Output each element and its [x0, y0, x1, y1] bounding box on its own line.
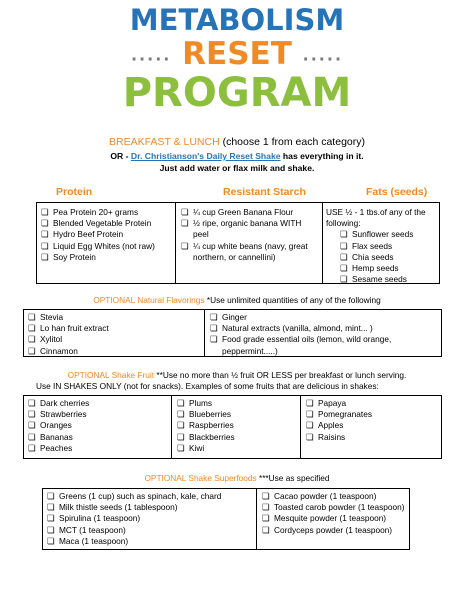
shake-instructions: Just add water or flax milk and shake. — [159, 163, 315, 173]
checkbox-icon[interactable]: ❏ — [262, 502, 270, 513]
fruit-table — [23, 395, 442, 459]
logo-title-metabolism: METABOLISM — [129, 3, 345, 37]
checkbox-icon[interactable]: ❏ — [177, 409, 185, 420]
superfoods-note: ***Use as specified — [256, 473, 330, 483]
starch-item — [179, 241, 319, 263]
flavoring-label: Lo han fruit extract — [40, 323, 109, 334]
fruit-item — [175, 409, 297, 420]
protein-list — [39, 207, 173, 263]
flavoring-item — [208, 323, 440, 334]
checkbox-icon[interactable]: ❏ — [340, 251, 348, 262]
superfood-item — [260, 502, 408, 513]
flavorings-heading — [0, 295, 474, 305]
divider — [204, 310, 205, 356]
checkbox-icon[interactable]: ❏ — [306, 420, 314, 431]
fruit-label: Oranges — [40, 420, 72, 431]
shake-prefix: OR - — [110, 151, 131, 161]
protein-label: Liquid Egg Whites (not raw) — [53, 240, 155, 251]
fats-item — [326, 263, 438, 274]
fruit-label: Papaya — [318, 398, 347, 408]
checkbox-icon[interactable]: ❏ — [181, 207, 189, 217]
flavorings-right-list — [208, 312, 440, 357]
meal-heading — [0, 136, 474, 148]
fruit-col3-list — [304, 398, 440, 443]
checkbox-icon[interactable]: ❏ — [306, 409, 314, 420]
superfood-item — [45, 525, 255, 536]
logo-title-reset — [0, 36, 474, 72]
flavorings-title: OPTIONAL Natural Flavorings — [93, 295, 205, 305]
shake-alternative-line — [0, 151, 474, 161]
superfood-item — [45, 502, 255, 513]
checkbox-icon[interactable]: ❏ — [41, 207, 49, 217]
fats-item — [326, 229, 438, 240]
superfood-label: Cordyceps powder (1 teaspoon) — [274, 524, 393, 535]
fruit-label: Peaches — [40, 442, 73, 453]
checkbox-icon[interactable]: ❏ — [340, 274, 348, 285]
checkbox-icon[interactable]: ❏ — [262, 524, 270, 535]
flavorings-table — [23, 309, 442, 357]
fruit-label: Strawberries — [40, 409, 87, 420]
protein-label: Blended Vegetable Protein — [53, 218, 152, 229]
fruit-item — [26, 432, 168, 443]
fruit-item — [304, 432, 440, 443]
fruit-label: Blueberries — [189, 409, 231, 420]
checkbox-icon[interactable]: ❏ — [47, 535, 55, 546]
logo-dots-left: ..... — [130, 45, 172, 65]
checkbox-icon[interactable]: ❏ — [210, 334, 218, 345]
fruit-label: Kiwi — [189, 442, 205, 453]
protein-item — [39, 218, 173, 229]
protein-label: Pea Protein 20+ grams — [53, 207, 139, 217]
superfood-item — [45, 513, 255, 524]
starch-list — [179, 207, 319, 263]
fats-label: Chia seeds — [352, 251, 394, 262]
checkbox-icon[interactable]: ❏ — [340, 240, 348, 251]
checkbox-icon[interactable]: ❏ — [306, 398, 314, 408]
checkbox-icon[interactable]: ❏ — [177, 431, 185, 442]
fruit-heading — [0, 370, 474, 380]
fruit-item — [26, 398, 168, 409]
fruit-item — [304, 398, 440, 409]
flavoring-label: Natural extracts (vanilla, almond, mint... ) — [222, 323, 373, 334]
resistant-starch-heading: Resistant Starch — [223, 186, 306, 198]
fruit-label: Bananas — [40, 431, 73, 442]
flavorings-left-list — [26, 312, 202, 357]
superfood-item — [260, 513, 408, 524]
fruit-title: OPTIONAL Shake Fruit — [67, 370, 155, 380]
checkbox-icon[interactable]: ❏ — [177, 398, 185, 408]
checkbox-icon[interactable]: ❏ — [47, 524, 55, 535]
flavoring-label: Ginger — [222, 312, 247, 322]
checkbox-icon[interactable]: ❏ — [28, 334, 36, 345]
protein-item — [39, 207, 173, 218]
checkbox-icon[interactable]: ❏ — [47, 513, 55, 524]
fats-item — [326, 252, 438, 263]
flavoring-item — [26, 312, 202, 323]
fruit-item — [26, 420, 168, 431]
flavoring-label: Cinnamon — [40, 345, 78, 356]
checkbox-icon[interactable]: ❏ — [41, 251, 49, 262]
superfoods-right-list — [260, 491, 408, 536]
protein-item — [39, 229, 173, 240]
divider — [300, 396, 301, 458]
superfoods-table — [42, 488, 410, 550]
flavorings-note: *Use unlimited quantities of any of the following — [204, 295, 381, 305]
superfood-label: Maca (1 teaspoon) — [59, 535, 129, 546]
fruit-label: Blackberries — [189, 431, 235, 442]
checkbox-icon[interactable]: ❏ — [306, 431, 314, 442]
checkbox-icon[interactable]: ❏ — [177, 420, 185, 431]
divider — [175, 203, 176, 283]
superfood-label: Toasted carob powder (1 teaspoon) — [274, 502, 405, 513]
checkbox-icon[interactable]: ❏ — [28, 420, 36, 431]
flavoring-item — [26, 323, 202, 334]
meal-heading-colored: BREAKFAST & LUNCH — [109, 136, 220, 148]
protein-label: Hydro Beef Protein — [53, 229, 124, 240]
starch-item — [179, 207, 319, 218]
fruit-label: Plums — [189, 398, 213, 408]
superfoods-title: OPTIONAL Shake Superfoods — [144, 473, 257, 483]
meal-heading-rest: (choose 1 from each category) — [219, 136, 365, 148]
fats-label: Flax seeds — [352, 240, 393, 251]
flavoring-item — [208, 334, 440, 356]
logo-dots-right: ..... — [302, 45, 344, 65]
checkbox-icon[interactable]: ❏ — [41, 240, 49, 251]
superfood-label: Greens (1 cup) such as spinach, kale, chard — [59, 491, 222, 501]
checkbox-icon[interactable]: ❏ — [28, 398, 36, 408]
checkbox-icon[interactable]: ❏ — [340, 263, 348, 274]
starch-label: ¼ cup Green Banana Flour — [193, 207, 294, 217]
fruit-label: Raspberries — [189, 420, 234, 431]
fruit-note: **Use no more than ½ fruit OR LESS per breakfast or lunch serving. — [154, 370, 407, 380]
fruit-col2-list — [175, 398, 297, 454]
starch-label: ¼ cup white beans (navy, great northern, or cannellini) — [193, 240, 308, 262]
fruit-label: Dark cherries — [40, 398, 90, 408]
protein-item — [39, 241, 173, 252]
fruit-label: Raisins — [318, 431, 346, 442]
fats-item — [326, 241, 438, 252]
checkbox-icon[interactable]: ❏ — [28, 323, 36, 334]
fruit-label: Pomegranates — [318, 409, 372, 420]
fats-intro: USE ½ - 1 tbs.of any of the following: — [326, 207, 426, 229]
superfood-item — [45, 536, 255, 547]
flavoring-label: Stevia — [40, 312, 64, 322]
checkbox-icon[interactable]: ❏ — [41, 218, 49, 229]
superfoods-left-list — [45, 491, 255, 547]
fruit-col1-list — [26, 398, 168, 454]
superfood-label: Cacao powder (1 teaspoon) — [274, 491, 377, 501]
fruit-item — [304, 420, 440, 431]
fats-label: Sunflower seeds — [352, 229, 414, 240]
starch-item — [179, 218, 319, 240]
checkbox-icon[interactable]: ❏ — [47, 502, 55, 513]
checkbox-icon[interactable]: ❏ — [41, 229, 49, 240]
checkbox-icon[interactable]: ❏ — [28, 312, 36, 322]
flavoring-item — [26, 346, 202, 357]
checkbox-icon[interactable]: ❏ — [28, 442, 36, 453]
fruit-item — [26, 443, 168, 454]
checkbox-icon[interactable]: ❏ — [262, 491, 270, 501]
fats-list — [326, 207, 438, 285]
checkbox-icon[interactable]: ❏ — [47, 491, 55, 501]
checkbox-icon[interactable]: ❏ — [262, 513, 270, 524]
checkbox-icon[interactable]: ❏ — [177, 442, 185, 453]
superfood-item — [260, 491, 408, 502]
fruit-note-line2: Use IN SHAKES ONLY (not for snacks). Examples of some fruits that are delicious in shakes: — [36, 381, 379, 391]
checkbox-icon[interactable]: ❏ — [181, 240, 189, 251]
superfood-label: Milk thistle seeds (1 tablespoon) — [59, 502, 178, 513]
fruit-item — [304, 409, 440, 420]
divider — [256, 489, 257, 549]
checkbox-icon[interactable]: ❏ — [210, 323, 218, 334]
checkbox-icon[interactable]: ❏ — [340, 229, 348, 240]
flavoring-label: Xylitol — [40, 334, 63, 345]
superfood-item — [260, 525, 408, 536]
logo-title-program: PROGRAM — [122, 70, 352, 116]
protein-heading: Protein — [56, 186, 93, 198]
fats-item — [326, 274, 438, 285]
checkbox-icon[interactable]: ❏ — [210, 312, 218, 322]
superfood-item — [45, 491, 255, 502]
superfood-label: Spirulina (1 teaspoon) — [59, 513, 141, 524]
flavoring-label: Food grade essential oils (lemon, wild orange, peppermint.....) — [222, 334, 392, 356]
category-table — [36, 202, 440, 284]
logo-reset-word: RESET — [182, 36, 292, 72]
fruit-item — [175, 443, 297, 454]
fats-label: Hemp seeds — [352, 263, 399, 274]
fruit-item — [175, 420, 297, 431]
superfood-label: MCT (1 teaspoon) — [59, 524, 126, 535]
flavoring-item — [208, 312, 440, 323]
checkbox-icon[interactable]: ❏ — [28, 345, 36, 356]
divider — [171, 396, 172, 458]
fats-heading: Fats (seeds) — [366, 186, 428, 198]
protein-item — [39, 252, 173, 263]
starch-label: ½ ripe, organic banana WITH peel — [193, 218, 302, 240]
superfoods-heading — [0, 473, 474, 483]
protein-label: Soy Protein — [53, 251, 96, 262]
divider — [322, 203, 323, 283]
fruit-label: Apples — [318, 420, 344, 431]
checkbox-icon[interactable]: ❏ — [28, 409, 36, 420]
superfood-label: Mesquite powder (1 teaspoon) — [274, 513, 387, 524]
shake-suffix: has everything in it. — [280, 151, 364, 161]
flavoring-item — [26, 334, 202, 345]
fruit-item — [175, 432, 297, 443]
fats-label: Sesame seeds — [352, 274, 407, 285]
fruit-item — [175, 398, 297, 409]
checkbox-icon[interactable]: ❏ — [181, 218, 189, 229]
checkbox-icon[interactable]: ❏ — [28, 431, 36, 442]
fruit-item — [26, 409, 168, 420]
daily-reset-shake-link[interactable]: Dr. Christianson's Daily Reset Shake — [130, 151, 281, 161]
